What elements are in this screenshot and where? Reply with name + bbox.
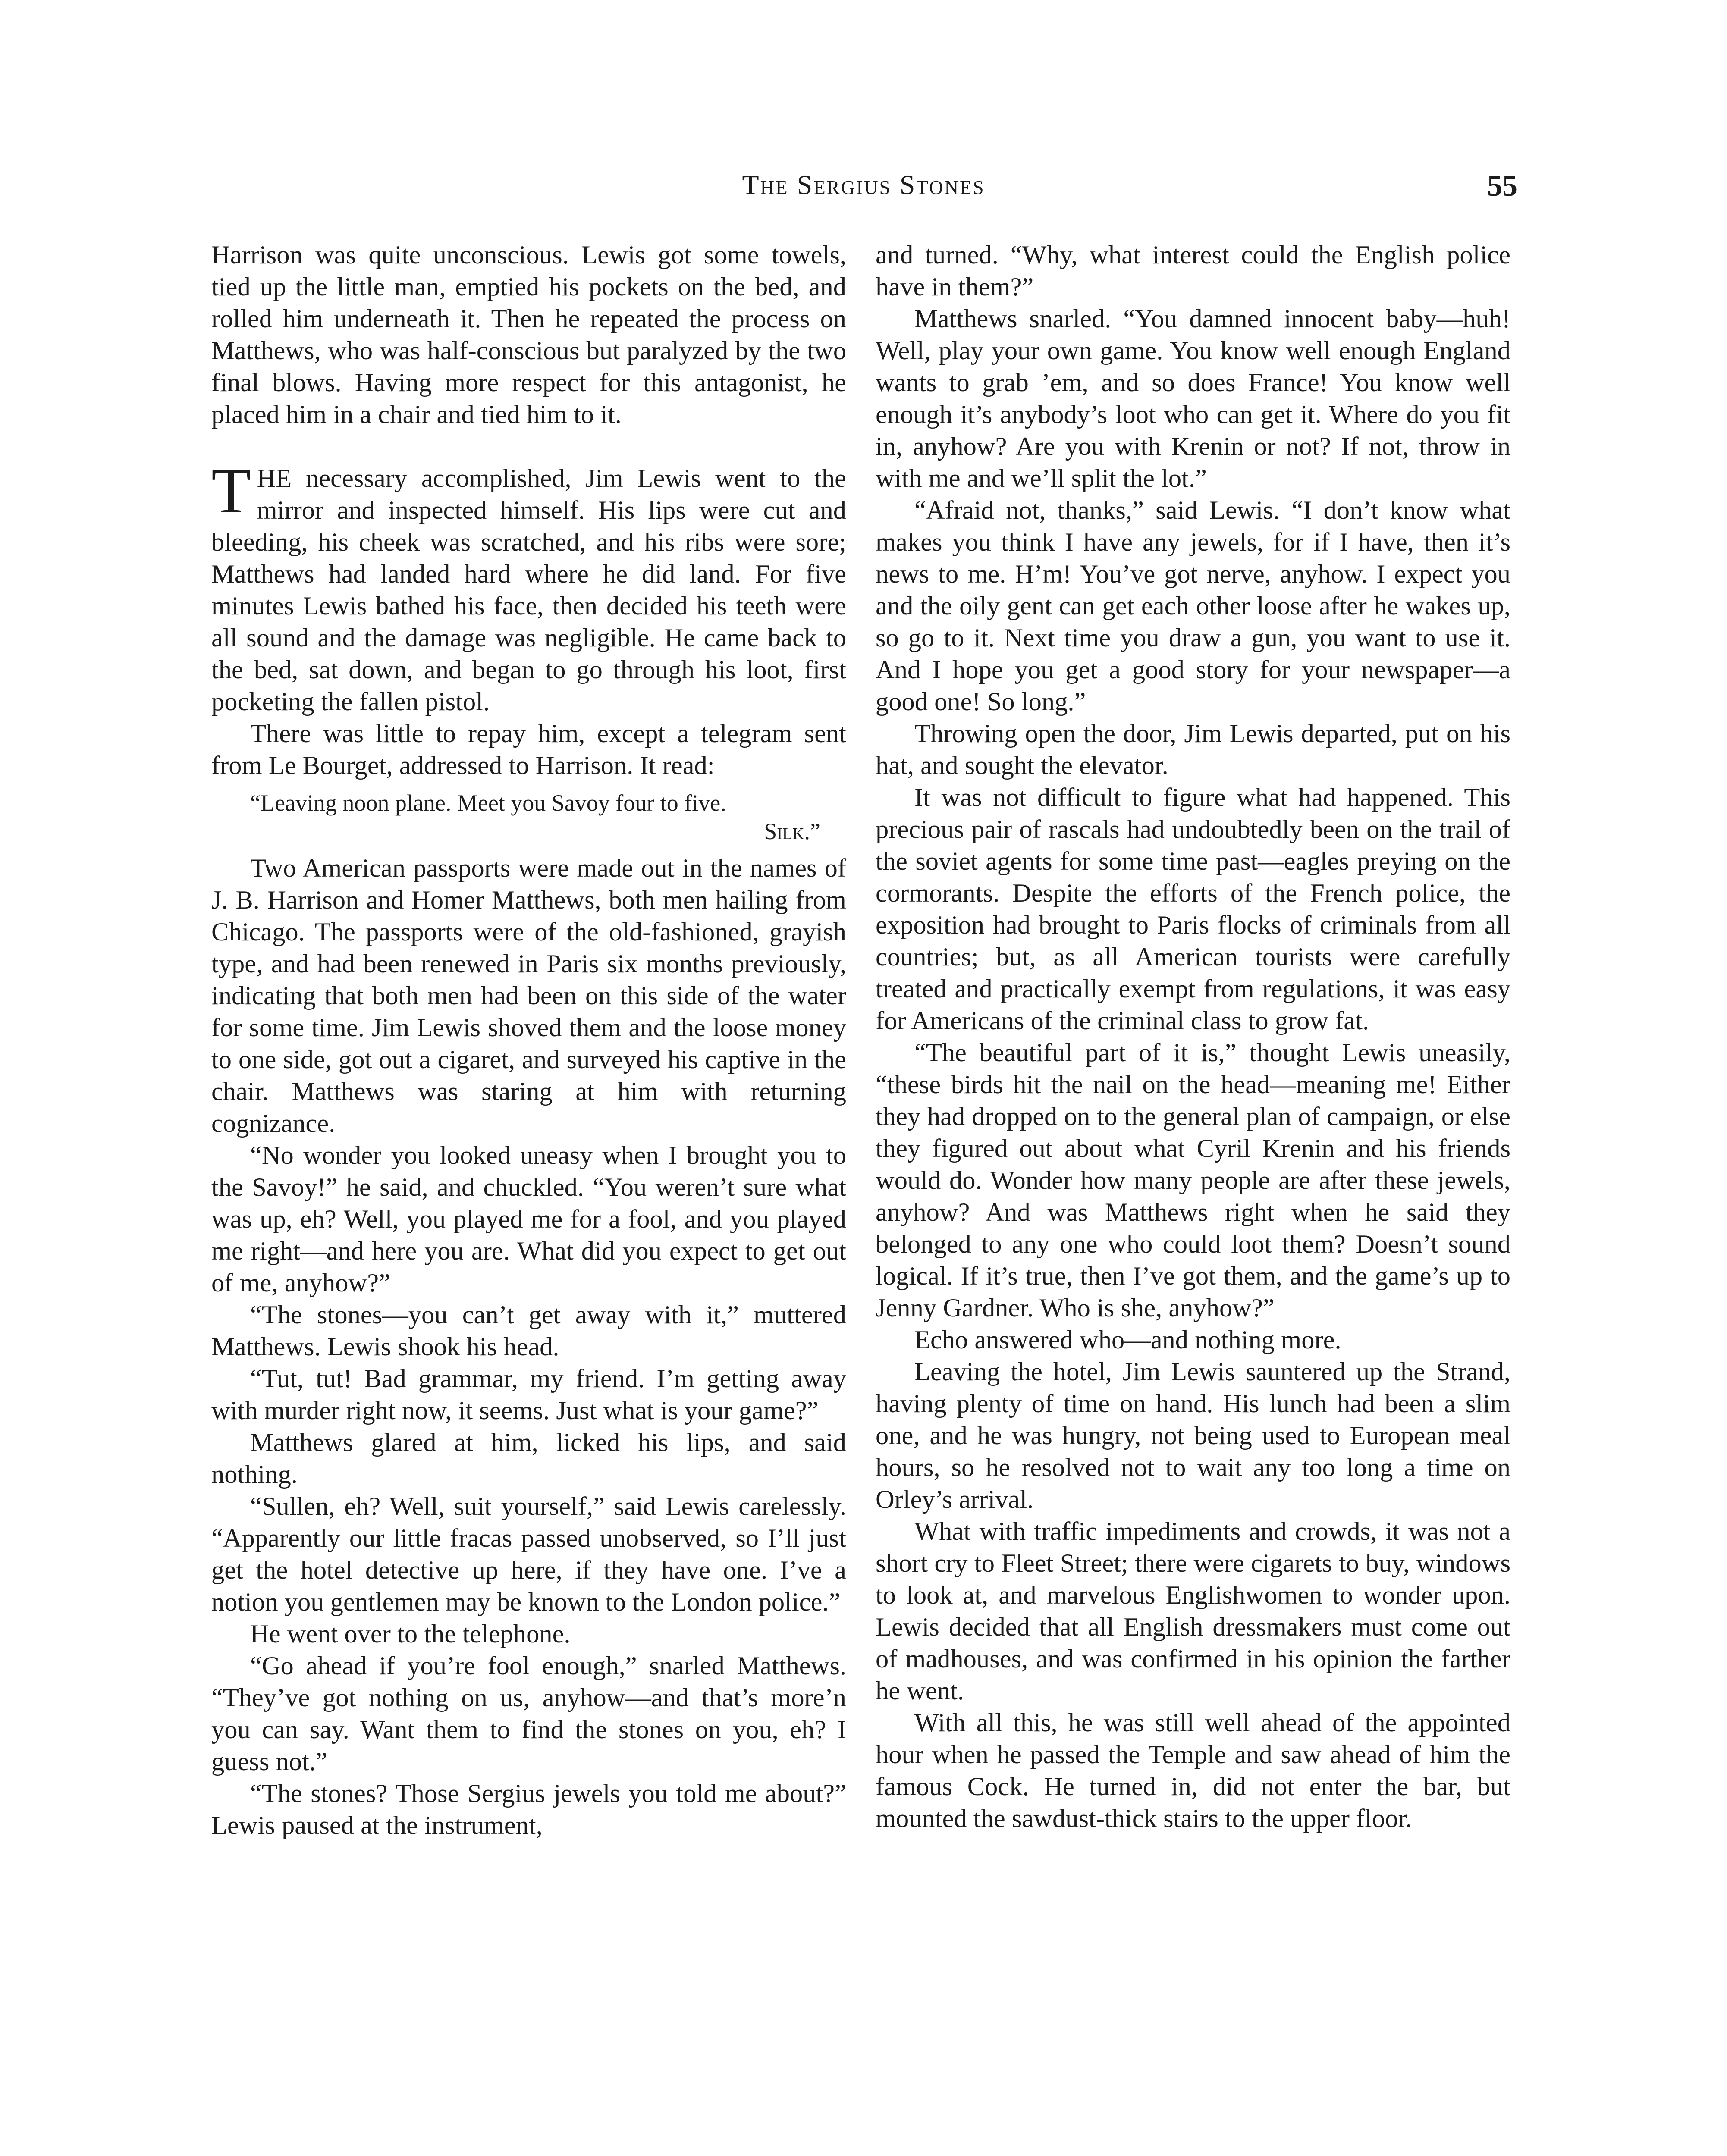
paragraph: “The stones? Those Sergius jewels you told me about?” Lewis paused at the instrument, (211, 1779, 846, 1840)
paragraph: It was not difficult to figure what had happened. This precious pair of rascals had undoubtedly been on the trail of the soviet agents for some time past—eagles preying on the cormorants. Despite the efforts of the French police, the exposition had brought to Paris flocks of criminals from all countries; but, as all American tourists were carefully treated and practically exempt from regulations, it was easy for Americans of the criminal class to grow fat. (876, 783, 1510, 1035)
paragraph: He went over to the telephone. (250, 1620, 571, 1648)
paragraph-with-dropcap (211, 455, 846, 718)
paragraph: What with traffic impediments and crowds, it was not a short cry to Fleet Street; there were cigarets to buy, windows to look at, and marvelous Englishwomen to wonder upon. Lewis decided that all English dressmakers must come out of madhouses, and was confirmed in his opinion the farther he went. (876, 1517, 1510, 1705)
running-title: The Sergius Stones (742, 169, 985, 200)
paragraph: “The stones—you can’t get away with it,” muttered Matthews. Lewis shook his head. (211, 1300, 846, 1361)
paragraph: “Go ahead if you’re fool enough,” snarled Matthews. “They’ve got nothing on us, anyhow—and that’s more’n you can say. Want them to find the stones on you, eh? I guess not.” (211, 1651, 846, 1776)
right-column (876, 239, 1510, 1835)
paragraph: “The beautiful part of it is,” thought Lewis uneasily, “these birds hit the nail on the head—meaning me! Either they had dropped on to the general plan of campaign, or else they figured out about what Cyril Krenin and his friends would do. Wonder how many people are after these jewels, anyhow? And was Matthews right when he said they belonged to any one who could loot them? Doesn’t sound logical. If it’s true, then I’ve got them, and the game’s up to Jenny Gardner. Who is she, anyhow?” (876, 1038, 1510, 1322)
paragraph: “Afraid not, thanks,” said Lewis. “I don’t know what makes you think I have any jewels, for if I have, then it’s news to me. H’m! You’ve got nerve, anyhow. I expect you and the oily gent can get each other loose after he wakes up, so go to it. Next time you draw a gun, you want to use it. And I hope you get a good story for your newspaper—a good one! So long.” (876, 496, 1510, 716)
paragraph: “Tut, tut! Bad grammar, my friend. I’m getting away with murder right now, it seems. Just what is your game?” (211, 1364, 846, 1425)
paragraph: Matthews snarled. “You damned innocent baby—huh! Well, play your own game. You know well enough England wants to grab ’em, and so does France! You know well enough it’s anybody’s loot who can get it. Where do you fit in, anyhow? Are you with Krenin or not? If not, throw in with me and we’ll split the lot.” (876, 304, 1510, 493)
page-number: 55 (1487, 169, 1517, 203)
paragraph: Harrison was quite unconscious. Lewis got some towels, tied up the little man, emptied his pockets on the bed, and rolled him underneath it. Then he repeated the process on Matthews, who was half-conscious but paralyzed by the two final blows. Having more respect for this antagonist, he placed him in a chair and tied him to it. (211, 241, 846, 429)
paragraph: Matthews glared at him, licked his lips, and said nothing. (211, 1428, 846, 1489)
left-column (211, 239, 846, 1842)
telegram-quote (211, 789, 846, 846)
paragraph: With all this, he was still well ahead of the appointed hour when he passed the Temple and saw ahead of him the famous Cock. He turned in, did not enter the bar, but mounted the sawdust-thick stairs to the upper floor. (876, 1708, 1510, 1833)
paragraph: “Sullen, eh? Well, suit yourself,” said Lewis carelessly. “Apparently our little fracas passed unobserved, so I’ll just get the hotel detective up here, if they have one. I’ve a notion you gentlemen may be known to the London police.” (211, 1492, 846, 1617)
paragraph: “No wonder you looked uneasy when I brought you to the Savoy!” he said, and chuckled. “You weren’t sure what was up, eh? Well, you played me for a fool, and you played me right—and here you are. What did you expect to get out of me, anyhow?” (211, 1141, 846, 1297)
paragraph: There was little to repay him, except a telegram sent from Le Bourget, addressed to Harrison. It read: (211, 719, 846, 780)
paragraph: Throwing open the door, Jim Lewis departed, put on his hat, and sought the elevator. (876, 719, 1510, 780)
paragraph: and turned. “Why, what interest could the English police have in them?” (876, 241, 1510, 301)
paragraph: Echo answered who—and nothing more. (914, 1326, 1341, 1354)
drop-cap: T (211, 455, 251, 526)
paragraph: Leaving the hotel, Jim Lewis sauntered up the Strand, having plenty of time on hand. His lunch had been a slim one, and he was hungry, not being used to European meal hours, so he resolved not to wait any too long a time on Orley’s arrival. (876, 1357, 1510, 1514)
telegram-text: “Leaving noon plane. Meet you Savoy four to five. (250, 790, 726, 816)
telegram-signature: Silk.” (764, 818, 820, 844)
paragraph-text: HE necessary accomplished, Jim Lewis went to the mirror and inspected himself. His lips were cut and bleeding, his cheek was scratched, and his ribs were sore; Matthews had landed hard where he did land. For five minutes Lewis bathed his face, then decided his teeth were all sound and the damage was negligible. He came back to the bed, sat down, and began to go through his loot, first pocketing the fallen pistol. (211, 464, 846, 716)
paragraph: Two American passports were made out in the names of J. B. Harrison and Homer Matthews, both men hailing from Chicago. The passports were of the old-fashioned, grayish type, and had been renewed in Paris six months previously, indicating that both men had been on this side of the water for some time. Jim Lewis shoved them and the loose money to one side, got out a cigaret, and surveyed his captive in the chair. Matthews was staring at him with returning cognizance. (211, 854, 846, 1138)
